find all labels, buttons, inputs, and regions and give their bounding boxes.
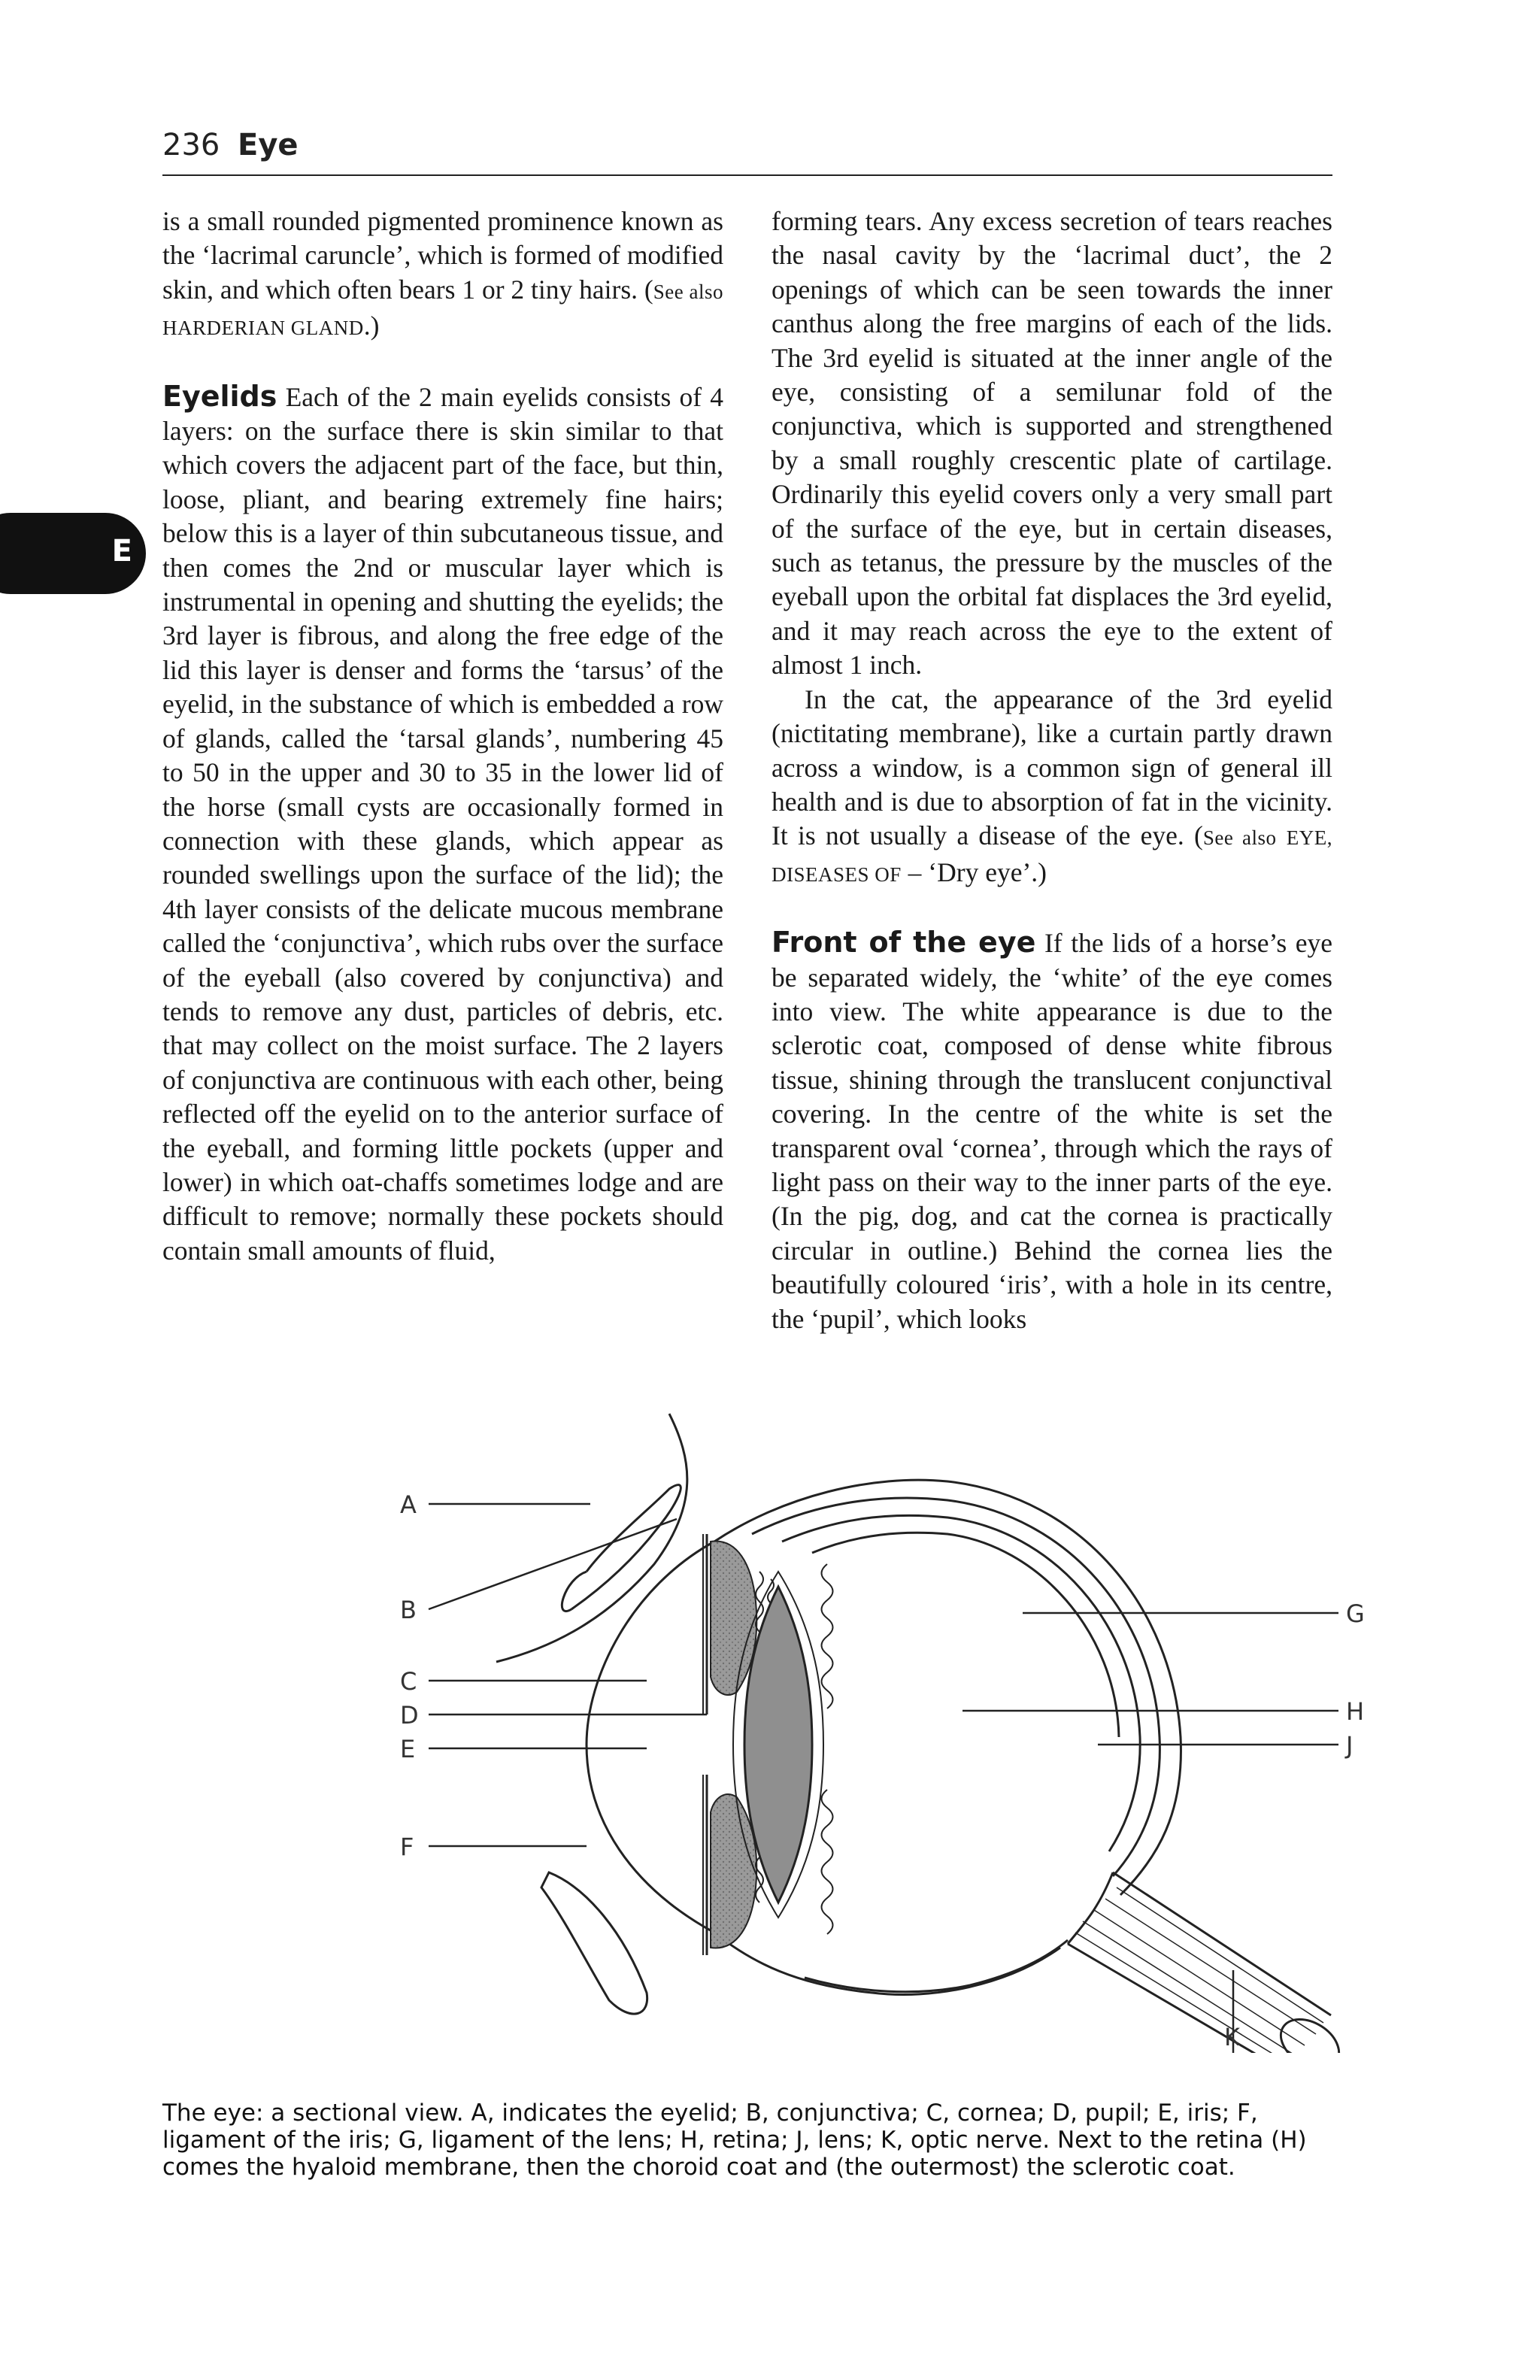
label-J: J	[1346, 1731, 1354, 1760]
right-column	[772, 205, 1332, 1336]
cornea-outline	[587, 1542, 714, 1933]
running-header	[162, 120, 1332, 176]
label-D: D	[400, 1701, 419, 1730]
section-heading-front-of-eye: Front of the eye	[772, 926, 1036, 960]
paragraph-front-of-eye: Front of the eye If the lids of a horse’s eye be separated widely, the ‘white’ of the eye comes into view. The white appearance is due to the sclerotic coat, composed of dense white fibrous tissue, shining through the translucent conjunctival covering. In the centre of the white is set the transparent oval ‘cornea’, through which the rays of light pass on their way to the inner parts of the eye. (In the pig, dog, and cat the cornea is practically circular in outline.) Behind the cornea lies the beautifully coloured ‘iris’, with a hole in its centre, the ‘pupil’, which looks	[772, 926, 1333, 1334]
label-H: H	[1346, 1697, 1365, 1726]
left-column	[162, 205, 723, 1268]
running-title: Eye	[238, 128, 299, 162]
paragraph-tears: forming tears. Any excess secretion of tears reaches the nasal cavity by the ‘lacrimal duct’, the 2 openings of which can be seen towards the inner canthus along the free margins of each of the lids. The 3rd eyelid is situated at the inner angle of the eye, consisting of a semilunar fold of the conjunctiva, which is supported and strengthened by a small roughly crescentic plate of cartilage. Ordinarily this eyelid covers only a very small part of the surface of the eye, but in certain diseases, such as tetanus, the pressure by the muscles of the eyeball upon the orbital fat displaces the 3rd eyelid, and it may reach across the eye to the extent of almost 1 inch.	[772, 206, 1332, 681]
label-F: F	[400, 1833, 414, 1861]
see-also-label: See also	[653, 280, 723, 303]
figure-caption: The eye: a sectional view. A, indicates the eyelid; B, conjunctiva; C, cornea; D, pupil; E, iris; F, ligament of the iris; G, ligament of the lens; H, retina; J, lens; K, optic nerve. Next to the retina (H) comes the hyaloid membrane, then the choroid coat and (the outermost) the sclerotic coat.	[162, 2100, 1307, 2181]
label-A: A	[400, 1490, 417, 1519]
paragraph-lacrimal-caruncle: is a small rounded pigmented prominence known as the ‘lacrimal caruncle’, which is formed of modified skin, and which often bears 1 or 2 tiny hairs. (See also HARDERIAN GLAND.)	[162, 206, 723, 341]
label-K: K	[1224, 2023, 1240, 2051]
ciliary-folds-lower	[822, 1790, 833, 1934]
ciliary-folds-upper	[822, 1564, 833, 1708]
see-also-label: See also	[1202, 826, 1277, 850]
label-G: G	[1346, 1599, 1365, 1628]
label-B: B	[400, 1596, 417, 1624]
page-number: 236	[162, 128, 220, 162]
paragraph-eyelids: Eyelids Each of the 2 main eyelids consists of 4 layers: on the surface there is skin similar to that which covers the adjacent part of the face, but thin, loose, pliant, and bearing extremely fine hairs; below this is a layer of thin subcutaneous tissue, and then comes the 2nd or muscular layer which is instrumental in opening and shutting the eyelids; the 3rd layer is fibrous, and along the free edge of the lid this layer is denser and forms the ‘tarsus’ of the eyelid, in the substance of which is embedded a row of glands, called the ‘tarsal glands’, numbering 45 to 50 in the upper and 30 to 35 in the lower lid of the horse (small cysts are occasionally formed in connection with these glands, which appear as rounded swellings upon the surface of the lid); the 4th layer consists of the delicate mucous membrane called the ‘conjunctiva’, which rubs over the surface of the eyeball (also covered by conjunctiva) and tends to remove any dust, particles of debris, etc. that may collect on the moist surface. The 2 layers of conjunctiva are continuous with each other, being reflected off the eyelid on to the anterior surface of the eyeball, and forming little pockets (upper and lower) in which oat-chaffs sometimes lodge and are difficult to remove; normally these pockets should contain small amounts of fluid,	[162, 379, 723, 1266]
label-C: C	[400, 1667, 417, 1696]
section-heading-eyelids: Eyelids	[162, 379, 277, 413]
thumb-index-letter: E	[111, 534, 132, 568]
lower-eyelid	[541, 1872, 647, 2014]
cross-reference-eye-diseases: EYE, DISEASES OF	[772, 826, 1333, 886]
label-E: E	[400, 1735, 416, 1763]
upper-eyelid	[496, 1414, 687, 1662]
cross-reference-harderian-gland: HARDERIAN GLAND	[162, 317, 364, 340]
thumb-index-tab	[0, 513, 146, 594]
paragraph-cat-third-eyelid: In the cat, the appearance of the 3rd eyelid (nictitating membrane), like a curtain partly drawn across a window, is a common sign of general ill health and is due to absorption of fat in the vicinity. It is not usually a disease of the eye. (See also EYE, DISEASES OF – ‘Dry eye’.)	[772, 684, 1333, 887]
eye-sectional-diagram	[361, 1391, 1369, 2053]
